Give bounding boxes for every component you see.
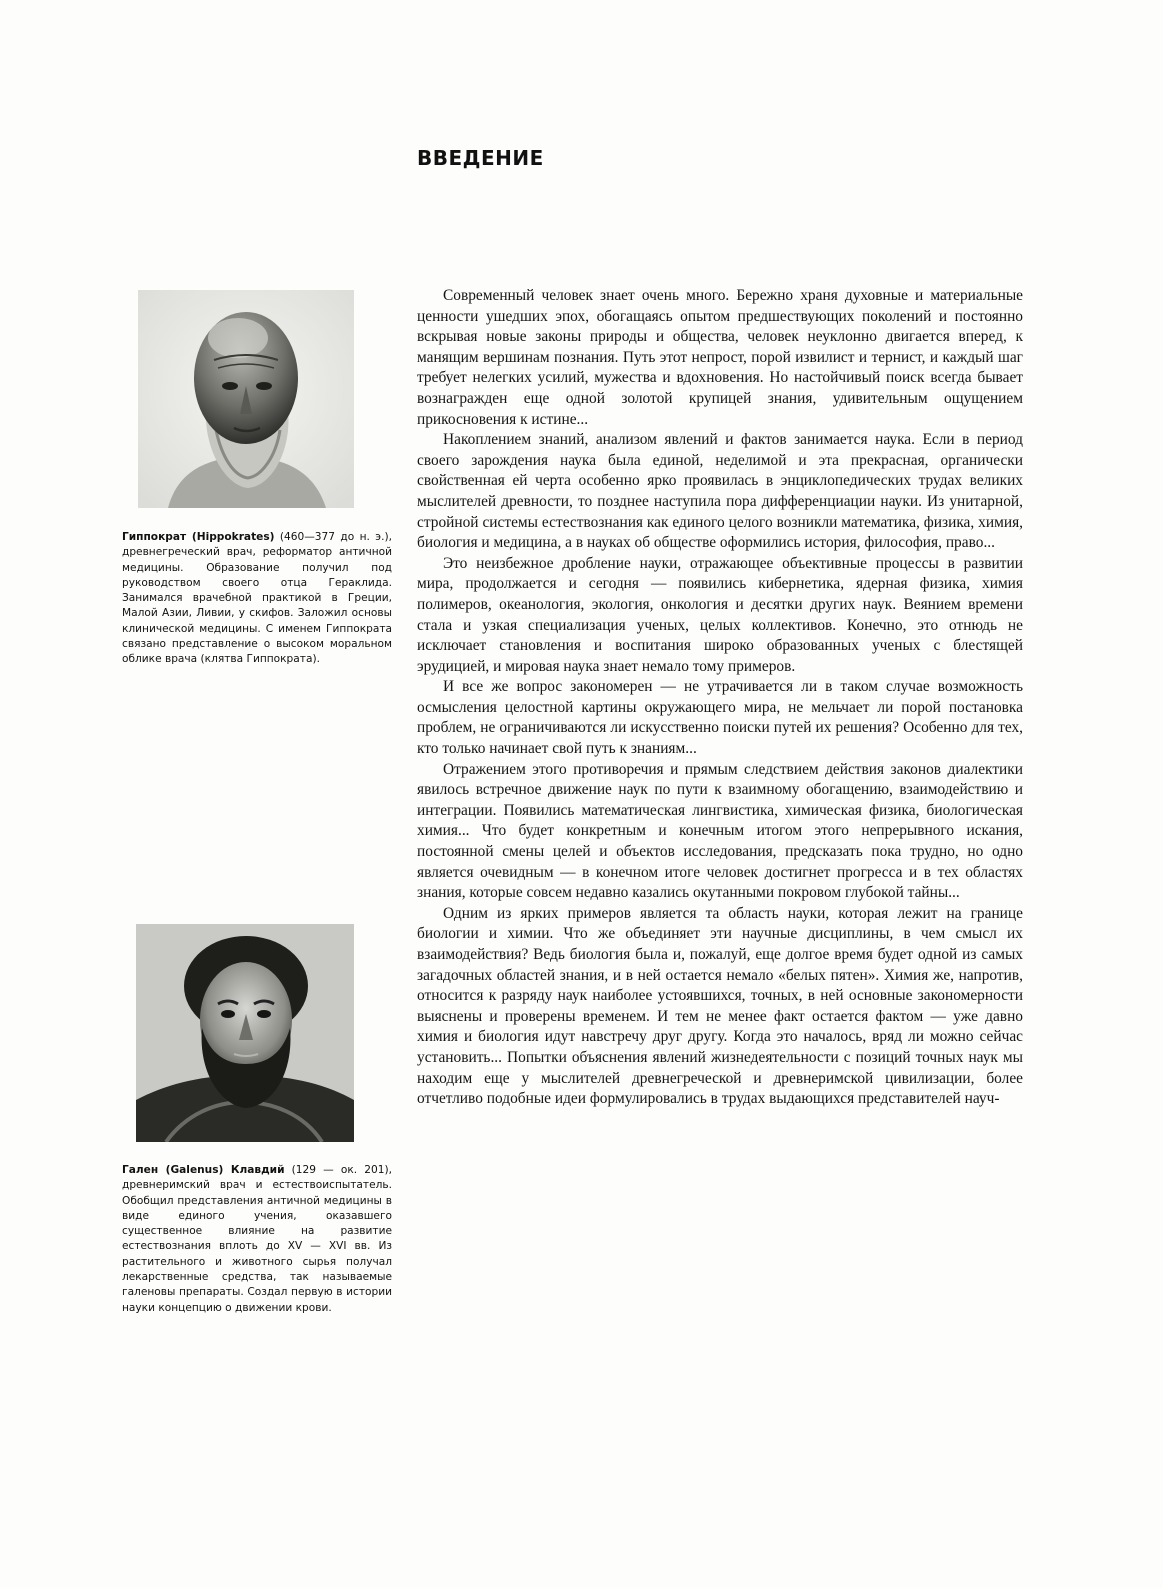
paragraph-5: Отражением этого противоречия и прямым следствием действия законов диалектики явилось встречное движение наук по пути к взаимному обогащению, взаимодействию и интеграции. Появились математическая лингвистика, химическая физика, биологическая химия... Что будет конкретным и конечным итогом этого непрерывного искания, постоянной смены целей и объектов исследования, предсказать пока трудно, но одно является очевидным — в конечном итоге человек достигнет прогресса и в тех областях знания, которые совсем недавно казались окутанными покровом глубокой тайны... <box>417 760 1023 902</box>
galen-description: (129 — ок. 201), древнеримский врач и естествоиспытатель. Обобщил представления античной медицины в виде единого учения, оказавшего существенное влияние на развитие естествознания вплоть до XV — XVI вв. Из растительного и животного сырья получал лекарственные средства, так называемые галеновы препараты. Создал первую в истории науки концепцию о движении крови. <box>122 1164 392 1314</box>
galen-name: Гален (Galenus) Клавдий <box>122 1164 285 1176</box>
paragraph-4: И все же вопрос закономерен — не утрачивается ли в таком случае возможность осмысления целостной картины окружающего мира, не мельчает ли порой постановка проблем, не ограничиваются ли искусственно поиски путей их решения? Особенно для тех, кто только начинает свой путь к знаниям... <box>417 678 1023 758</box>
paragraph-2: Накоплением знаний, анализом явлений и фактов занимается наука. Если в период своего зарождения наука была единой, неделимой и эта прекрасная, органически свойственная ей черта особенно ярко проявилась в энциклопедических трудах великих мыслителей древности, то позднее наступила пора дифференциации науки. Из унитарной, стройной системы естествознания как единого целого возникли математика, физика, химия, биология и медицина, а в науках об обществе оформились история, философия, право... <box>417 431 1023 552</box>
hippocrates-name: Гиппократ (Hippokrates) <box>122 531 275 543</box>
hippocrates-description: (460—377 до н. э.), древнегреческий врач, реформатор античной медицины. Образование получил под руководством своего отца Гераклида. Занимался врачебной практикой в Греции, Малой Азии, Ливии, у скифов. Заложил основы клинической медицины. С именем Гиппократа связано представление о высоком моральном облике врача (клятва Гиппократа). <box>122 531 392 666</box>
page-title: ВВЕДЕНИЕ <box>417 146 544 170</box>
galen-portrait-image <box>136 924 354 1142</box>
hippocrates-portrait <box>138 290 354 508</box>
hippocrates-caption <box>122 530 392 668</box>
hippocrates-bust-image <box>138 290 354 508</box>
galen-portrait <box>136 924 354 1142</box>
paragraph-3: Это неизбежное дробление науки, отражающее объективные процессы в развитии мира, продолжается и сегодня — появились кибернетика, ядерная физика, химия полимеров, океанология, экология, онкология и десятки других наук. Веянием времени стала и узкая специализация ученых, целых коллективов. Конечно, это отнюдь не исключает становления и воспитания широко образованных ученых с блестящей эрудицией, и мировая наука знает немало тому примеров. <box>417 554 1023 675</box>
galen-caption <box>122 1163 392 1316</box>
paragraph-1: Современный человек знает очень много. Бережно храня духовные и материальные ценности ушедших эпох, обогащаясь опытом предшествующих поколений и постоянно вскрывая новые законы природы и общества, человек неуклонно двигается вперед, к манящим вершинам познания. Путь этот непрост, порой извилист и тернист, и каждый шаг требует нелегких усилий, мужества и вдохновения. Но настойчивый поиск всегда бывает вознагражден еще одной золотой крупицей знания, удивительным ощущением прикосновения к истине... <box>417 287 1023 428</box>
paragraph-6: Одним из ярких примеров является та область науки, которая лежит на границе биологии и химии. Что же объединяет эти научные дисциплины, в чем смысл их взаимодействия? Ведь биология была и, пожалуй, еще долгое время будет одной из самых загадочных областей знания, и в ней остается немало «белых пятен». Химия же, напротив, относится к разряду наук наиболее устоявшихся, точных, в ней основные закономерности выяснены и проверены временем. И тем не менее факт остается фактом — уже давно химия и биология идут навстречу друг другу. Когда это началось, вряд ли можно сейчас установить... Попытки объяснения явлений жизнедеятельности с позиций точных наук мы находим еще у мыслителей древнегреческой и древнеримской цивилизации, более отчетливо подобные идеи формулировались в трудах выдающихся представителей науч- <box>417 904 1023 1108</box>
main-text <box>417 286 1023 1110</box>
